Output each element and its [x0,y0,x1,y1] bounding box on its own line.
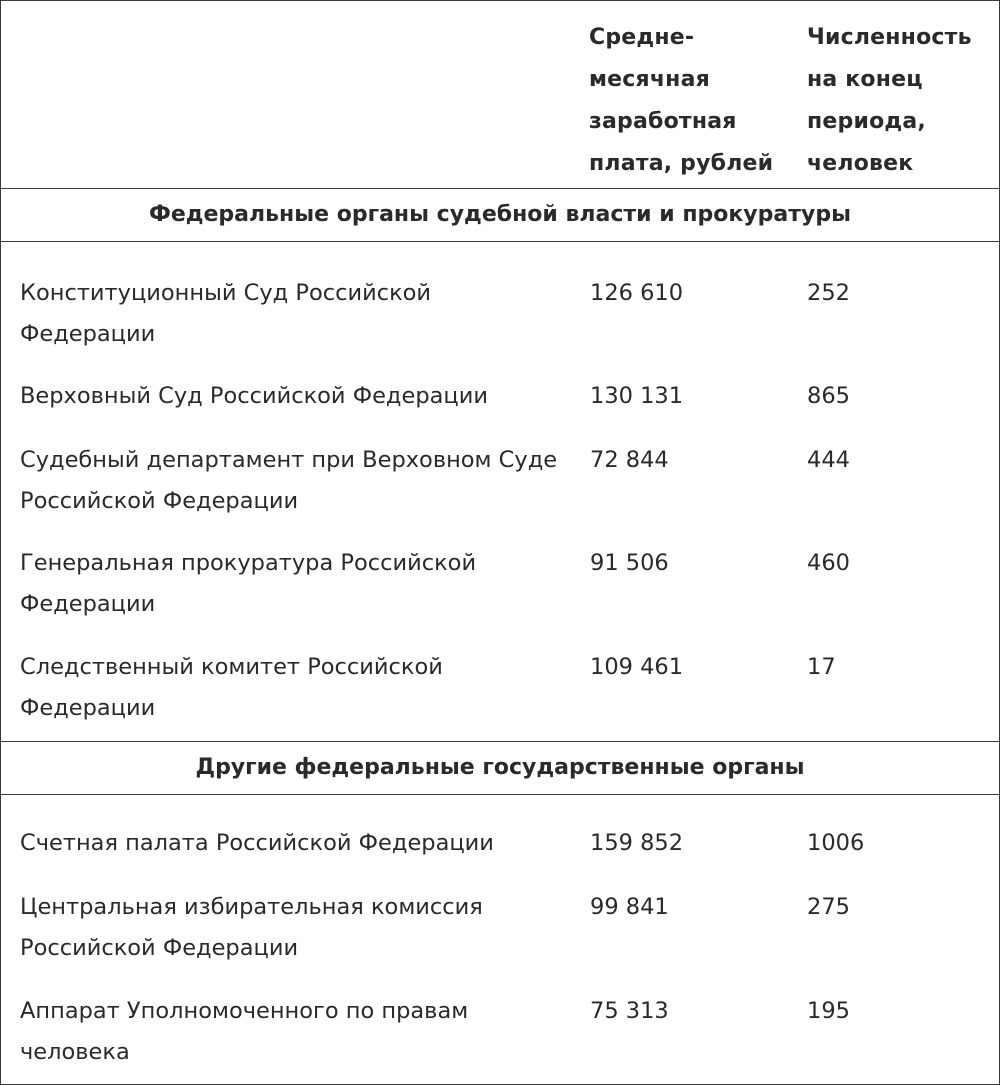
row-name: Счетная палата Российской Федерации [20,830,494,856]
row-headcount: 195 [807,998,850,1024]
header-salary: Средне- месячная заработная плата, рублей [589,25,774,176]
section-heading-courts: Федеральные органы судебной власти и прокуратуры [1,189,999,242]
row-headcount: 17 [807,654,836,680]
row-headcount: 1006 [807,830,865,856]
row-headcount: 460 [807,550,850,576]
section-heading-other: Другие федеральные государственные органы [1,741,999,795]
table-header [1,1,999,189]
row-name: Верховный Суд Российской Федерации [20,383,488,409]
row-headcount: 444 [807,447,850,473]
header-headcount: Численность на конец периода, человек [807,25,972,176]
row-name: Центральная избирательная комиссия Российской Федерации [20,894,483,961]
row-salary: 130 131 [590,383,684,409]
row-salary: 109 461 [590,654,684,680]
row-name: Судебный департамент при Верховном Суде Российской Федерации [20,447,558,514]
row-name: Генеральная прокуратура Российской Федерации [20,550,477,617]
row-salary: 126 610 [590,280,684,306]
row-salary: 159 852 [590,830,684,856]
row-headcount: 252 [807,280,850,306]
row-salary: 99 841 [590,894,669,920]
row-salary: 75 313 [590,998,669,1024]
row-name: Конституционный Суд Российской Федерации [20,280,432,347]
row-salary: 72 844 [590,447,669,473]
row-name: Аппарат Уполномоченного по правам человека [20,998,469,1065]
row-headcount: 275 [807,894,850,920]
row-name: Следственный комитет Российской Федерации [20,654,443,721]
row-headcount: 865 [807,383,850,409]
row-salary: 91 506 [590,550,669,576]
